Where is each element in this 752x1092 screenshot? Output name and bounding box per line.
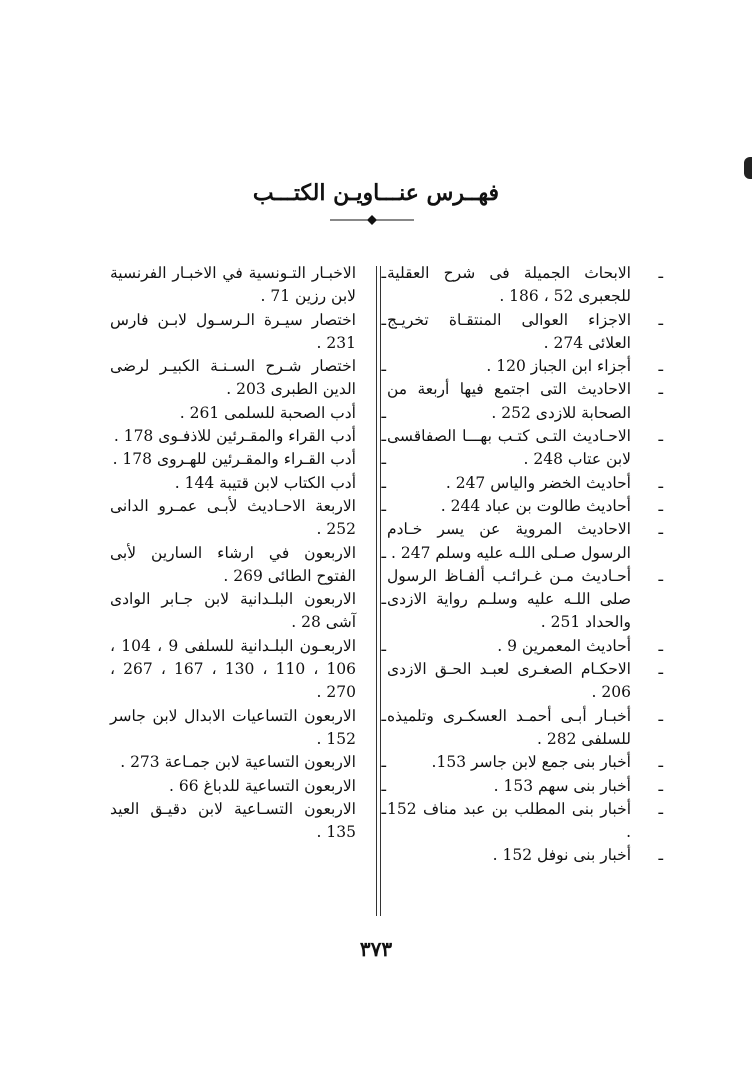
entry-dash: ـ bbox=[658, 846, 663, 865]
entry-dash: ـ bbox=[658, 520, 663, 539]
entry-dash: ـ bbox=[381, 450, 386, 469]
index-entry bbox=[110, 448, 386, 471]
index-entry bbox=[387, 844, 663, 867]
entry-text: أحـاديث مـن غـرائـب ألفـاظ الرسول صلى اللـه عليه وسلـم رواية الازدى والحداد 251 . bbox=[387, 566, 631, 632]
entry-dash: ـ bbox=[381, 753, 386, 772]
entry-dash: ـ bbox=[381, 357, 386, 376]
index-entry bbox=[110, 425, 386, 448]
index-entry bbox=[387, 798, 663, 845]
entry-text: الاحكـام الصغـرى لعبـد الحـق الازدى 206 . bbox=[387, 660, 631, 702]
index-entry bbox=[110, 635, 386, 705]
index-entry bbox=[387, 495, 663, 518]
index-entry bbox=[387, 751, 663, 774]
entry-text: الاربعون البلـدانية لابن جـابر الوادى آشى 28 . bbox=[110, 590, 356, 632]
entry-text: الاجزاء العوالى المنتقـاة تخريـج العلائى 274 . bbox=[387, 310, 631, 352]
title-ornament bbox=[330, 214, 414, 226]
entry-dash: ـ bbox=[381, 799, 386, 818]
index-entry bbox=[387, 262, 663, 309]
index-entry bbox=[387, 658, 663, 705]
entry-text: الاربعون التساعية لابن جمـاعة 273 . bbox=[120, 753, 356, 772]
entry-dash: ـ bbox=[658, 660, 663, 679]
index-entry bbox=[110, 309, 386, 356]
entry-text: أجزاء ابن الجباز 120 . bbox=[486, 357, 631, 376]
entry-dash: ـ bbox=[381, 543, 386, 562]
entry-text: أحاديث الخضر والياس 247 . bbox=[445, 473, 631, 492]
entry-text: اختصار شـرح السـنـة الكبيـر لرضى الدين الطبرى 203 . bbox=[110, 357, 356, 399]
entry-text: اختصار سيـرة الـرسـول لابـن فارس 231 . bbox=[110, 310, 356, 352]
entry-dash: ـ bbox=[381, 496, 386, 515]
entry-dash: ـ bbox=[658, 776, 663, 795]
entry-dash: ـ bbox=[658, 636, 663, 655]
entry-dash: ـ bbox=[381, 264, 386, 282]
entry-text: أدب القـراء والمقـرئين للهـروى 178 . bbox=[112, 450, 356, 469]
entry-dash: ـ bbox=[381, 590, 386, 609]
entry-dash: ـ bbox=[381, 706, 386, 725]
entry-dash: ـ bbox=[658, 264, 663, 282]
entry-dash: ـ bbox=[658, 496, 663, 515]
index-entry bbox=[110, 402, 386, 425]
index-entry bbox=[110, 775, 386, 798]
entry-text: أدب الكتاب لابن قتيبة 144 . bbox=[174, 473, 356, 492]
entry-text: أدب الصحبة للسلمى 261 . bbox=[179, 403, 356, 422]
entry-dash: ـ bbox=[658, 380, 663, 399]
page-number: ٣٧٣ bbox=[359, 937, 393, 961]
entry-text: الاحاديث التى اجتمع فيها أربعة من الصحابة للازدى 252 . bbox=[387, 380, 631, 422]
entry-dash: ـ bbox=[658, 566, 663, 585]
index-entry bbox=[110, 798, 386, 845]
index-entry bbox=[387, 472, 663, 495]
entry-text: أخبـار أبـى أحمـد العسكـرى وتلميذه للسلفى 282 . bbox=[387, 706, 631, 748]
index-entry bbox=[110, 751, 386, 774]
index-entry bbox=[110, 262, 386, 309]
index-entry bbox=[387, 705, 663, 752]
entry-dash: ـ bbox=[381, 776, 386, 795]
entry-dash: ـ bbox=[381, 473, 386, 492]
entry-text: الاربعون التساعية للدباغ 66 . bbox=[169, 776, 356, 795]
index-entry bbox=[387, 378, 663, 425]
entry-dash: ـ bbox=[381, 403, 386, 422]
entry-text: الاربعون التساعيات الابدال لابن جاسر 152 . bbox=[110, 706, 356, 748]
entry-text: الاحـاديث التـى كتـب بهـــا الصفاقسى لابن عتاب 248 . bbox=[387, 427, 631, 469]
index-entry bbox=[110, 495, 386, 542]
entry-text: الاربعون في ارشاء السارين لأبى الفتوح الطائى 269 . bbox=[110, 543, 356, 585]
page-edge-mark bbox=[744, 157, 752, 179]
entry-dash: ـ bbox=[381, 636, 386, 655]
entry-text: الاحاديث المروية عن يسر خـادم الرسول صـلى اللـه عليه وسلم 247 . bbox=[387, 520, 631, 562]
right-column bbox=[387, 262, 663, 868]
entry-text: أخبار بنى نوفل 152 . bbox=[492, 846, 631, 865]
entry-text: أحاديث طالوت بن عباد 244 . bbox=[440, 496, 631, 515]
index-entry bbox=[387, 425, 663, 472]
entry-text: أحاديث المعمرين 9 . bbox=[497, 636, 631, 655]
entry-text: الاربعة الاحـاديث لأبـى عمـرو الدانى 252 . bbox=[110, 496, 356, 539]
entry-dash: ـ bbox=[658, 427, 663, 446]
left-column bbox=[110, 262, 386, 844]
index-entry bbox=[110, 355, 386, 402]
index-entry bbox=[110, 705, 386, 752]
index-entry bbox=[387, 355, 663, 378]
entry-text: الاربعون التسـاعية لابن دقيـق العيد 135 . bbox=[110, 799, 356, 842]
entry-text: أخبار بنى جمع لابن جاسر 153. bbox=[431, 753, 631, 772]
entry-dash: ـ bbox=[658, 310, 663, 329]
entry-dash: ـ bbox=[658, 799, 663, 818]
entry-text: الابحاث الجميلة فى شرح العقلية للجعبرى 52 ، 186 . bbox=[387, 264, 631, 306]
index-entry bbox=[387, 565, 663, 635]
entry-text: الاربعـون البلـدانية للسلفى 9 ، 104 ، 106 ، 110 ، 130 ، 167 ، 267 ، 270 . bbox=[110, 636, 357, 702]
entry-dash: ـ bbox=[658, 473, 663, 492]
entry-text: أخبار بنى المطلب بن عبد مناف 152 . bbox=[387, 799, 631, 842]
index-entry bbox=[387, 518, 663, 565]
page-title: فهــرس عنـــاويـن الكتـــب bbox=[252, 180, 500, 206]
index-entry bbox=[387, 309, 663, 356]
index-entry bbox=[387, 775, 663, 798]
entry-text: الاخبـار التـونسية في الاخبـار الفرنسية لابن رزين 71 . bbox=[110, 264, 356, 306]
entry-dash: ـ bbox=[658, 357, 663, 376]
entry-dash: ـ bbox=[381, 427, 386, 446]
index-entry bbox=[387, 635, 663, 658]
index-entry bbox=[110, 472, 386, 495]
index-entry bbox=[110, 588, 386, 635]
entry-dash: ـ bbox=[658, 706, 663, 725]
index-entry bbox=[110, 542, 386, 589]
entry-dash: ـ bbox=[658, 753, 663, 772]
entry-text: أدب القراء والمقـرئين للاذفـوى 178 . bbox=[113, 427, 356, 446]
entry-text: أخبار بنى سهم 153 . bbox=[493, 776, 631, 795]
entry-dash: ـ bbox=[381, 310, 386, 329]
